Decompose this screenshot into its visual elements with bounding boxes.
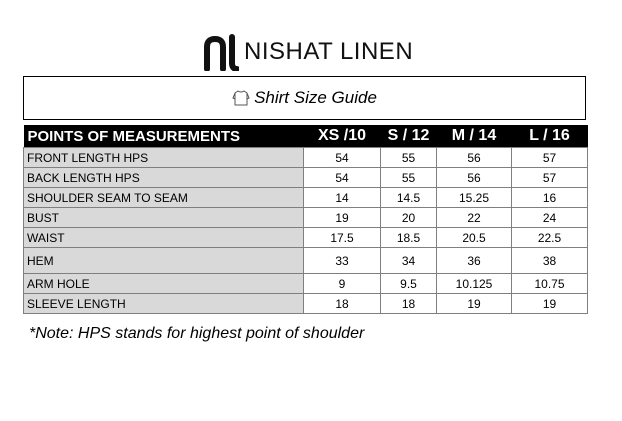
row-label: FRONT LENGTH HPS <box>24 148 304 168</box>
header-size-l: L / 16 <box>512 125 588 148</box>
cell-xs: 18 <box>304 294 381 314</box>
cell-m: 22 <box>437 208 512 228</box>
cell-xs: 19 <box>304 208 381 228</box>
size-guide-title-box <box>23 76 586 120</box>
row-label: ARM HOLE <box>24 274 304 294</box>
table-row <box>24 248 588 274</box>
cell-m: 36 <box>437 248 512 274</box>
cell-l: 57 <box>512 168 588 188</box>
header-size-m: M / 14 <box>437 125 512 148</box>
cell-s: 18 <box>381 294 437 314</box>
cell-m: 20.5 <box>437 228 512 248</box>
header-size-xs: XS /10 <box>304 125 381 148</box>
cell-l: 19 <box>512 294 588 314</box>
cell-xs: 14 <box>304 188 381 208</box>
cell-l: 38 <box>512 248 588 274</box>
cell-m: 56 <box>437 148 512 168</box>
row-label: SLEEVE LENGTH <box>24 294 304 314</box>
cell-s: 34 <box>381 248 437 274</box>
cell-l: 10.75 <box>512 274 588 294</box>
cell-l: 22.5 <box>512 228 588 248</box>
cell-m: 10.125 <box>437 274 512 294</box>
cell-s: 55 <box>381 168 437 188</box>
table-row <box>24 274 588 294</box>
cell-xs: 9 <box>304 274 381 294</box>
cell-xs: 33 <box>304 248 381 274</box>
size-table <box>23 125 588 314</box>
table-row <box>24 228 588 248</box>
row-label: HEM <box>24 248 304 274</box>
brand-logo-icon <box>203 33 239 71</box>
table-row <box>24 188 588 208</box>
table-row <box>24 294 588 314</box>
row-label: WAIST <box>24 228 304 248</box>
brand-logo <box>203 31 413 73</box>
size-guide-title: Shirt Size Guide <box>254 88 377 107</box>
cell-s: 18.5 <box>381 228 437 248</box>
row-label: SHOULDER SEAM TO SEAM <box>24 188 304 208</box>
table-row <box>24 168 588 188</box>
cell-s: 9.5 <box>381 274 437 294</box>
cell-xs: 54 <box>304 168 381 188</box>
header-size-s: S / 12 <box>381 125 437 148</box>
cell-s: 55 <box>381 148 437 168</box>
row-label: BACK LENGTH HPS <box>24 168 304 188</box>
cell-l: 24 <box>512 208 588 228</box>
cell-m: 19 <box>437 294 512 314</box>
brand-name: NISHAT LINEN <box>244 38 414 65</box>
cell-xs: 17.5 <box>304 228 381 248</box>
cell-l: 57 <box>512 148 588 168</box>
cell-m: 56 <box>437 168 512 188</box>
header-points-of-measurements: POINTS OF MEASUREMENTS <box>24 125 304 148</box>
shirt-icon <box>232 89 250 107</box>
table-row <box>24 148 588 168</box>
footnote: *Note: HPS stands for highest point of shoulder <box>29 325 365 342</box>
cell-s: 14.5 <box>381 188 437 208</box>
table-header-row <box>24 125 588 148</box>
cell-m: 15.25 <box>437 188 512 208</box>
cell-xs: 54 <box>304 148 381 168</box>
cell-s: 20 <box>381 208 437 228</box>
row-label: BUST <box>24 208 304 228</box>
table-row <box>24 208 588 228</box>
cell-l: 16 <box>512 188 588 208</box>
